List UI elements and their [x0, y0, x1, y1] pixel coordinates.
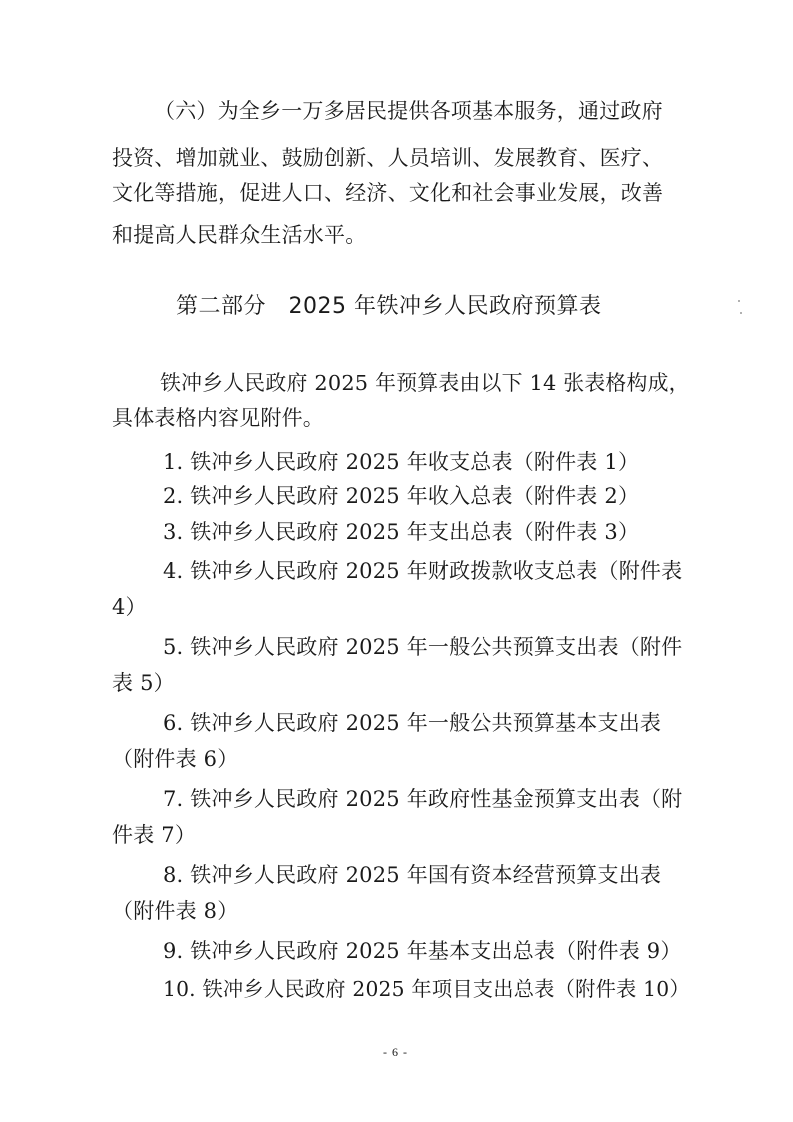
list-item-5-continued: 表 5） [112, 671, 175, 695]
list-item-7: 7. 铁冲乡人民政府 2025 年政府性基金预算支出表（附 [163, 787, 683, 811]
scan-speck [740, 312, 742, 314]
list-item-4: 4. 铁冲乡人民政府 2025 年财政拨款收支总表（附件表 [163, 559, 683, 583]
list-item-6: 6. 铁冲乡人民政府 2025 年一般公共预算基本支出表 [163, 711, 662, 735]
list-item-1: 1. 铁冲乡人民政府 2025 年收支总表（附件表 1） [163, 450, 640, 474]
intro-line-4: 和提高人民群众生活水平。 [112, 223, 367, 247]
list-item-5: 5. 铁冲乡人民政府 2025 年一般公共预算支出表（附件 [163, 635, 683, 659]
list-item-10: 10. 铁冲乡人民政府 2025 年项目支出总表（附件表 10） [163, 977, 690, 1001]
list-item-8-continued: （附件表 8） [112, 899, 239, 923]
list-item-8: 8. 铁冲乡人民政府 2025 年国有资本经营预算支出表 [163, 863, 662, 887]
intro-line-3: 文化等措施，促进人口、经济、文化和社会事业发展，改善 [112, 181, 664, 205]
section-heading: 第二部分 2025 年铁冲乡人民政府预算表 [176, 294, 602, 319]
list-item-7-continued: 件表 7） [112, 823, 197, 847]
list-item-2: 2. 铁冲乡人民政府 2025 年收入总表（附件表 2） [163, 484, 640, 508]
list-item-6-continued: （附件表 6） [112, 747, 239, 771]
list-item-4-continued: 4） [112, 595, 147, 619]
intro-line-2: 投资、增加就业、鼓励创新、人员培训、发展教育、医疗、 [112, 146, 664, 170]
list-item-3: 3. 铁冲乡人民政府 2025 年支出总表（附件表 3） [163, 520, 640, 544]
scan-speck [738, 300, 740, 302]
lead-line-1: 铁冲乡人民政府 2025 年预算表由以下 14 张表格构成， [160, 371, 690, 395]
lead-line-2: 具体表格内容见附件。 [112, 406, 324, 430]
intro-line-1: （六）为全乡一万多居民提供各项基本服务，通过政府 [154, 99, 663, 123]
page-number: - 6 - [383, 1045, 408, 1059]
list-item-9: 9. 铁冲乡人民政府 2025 年基本支出总表（附件表 9） [163, 939, 682, 963]
